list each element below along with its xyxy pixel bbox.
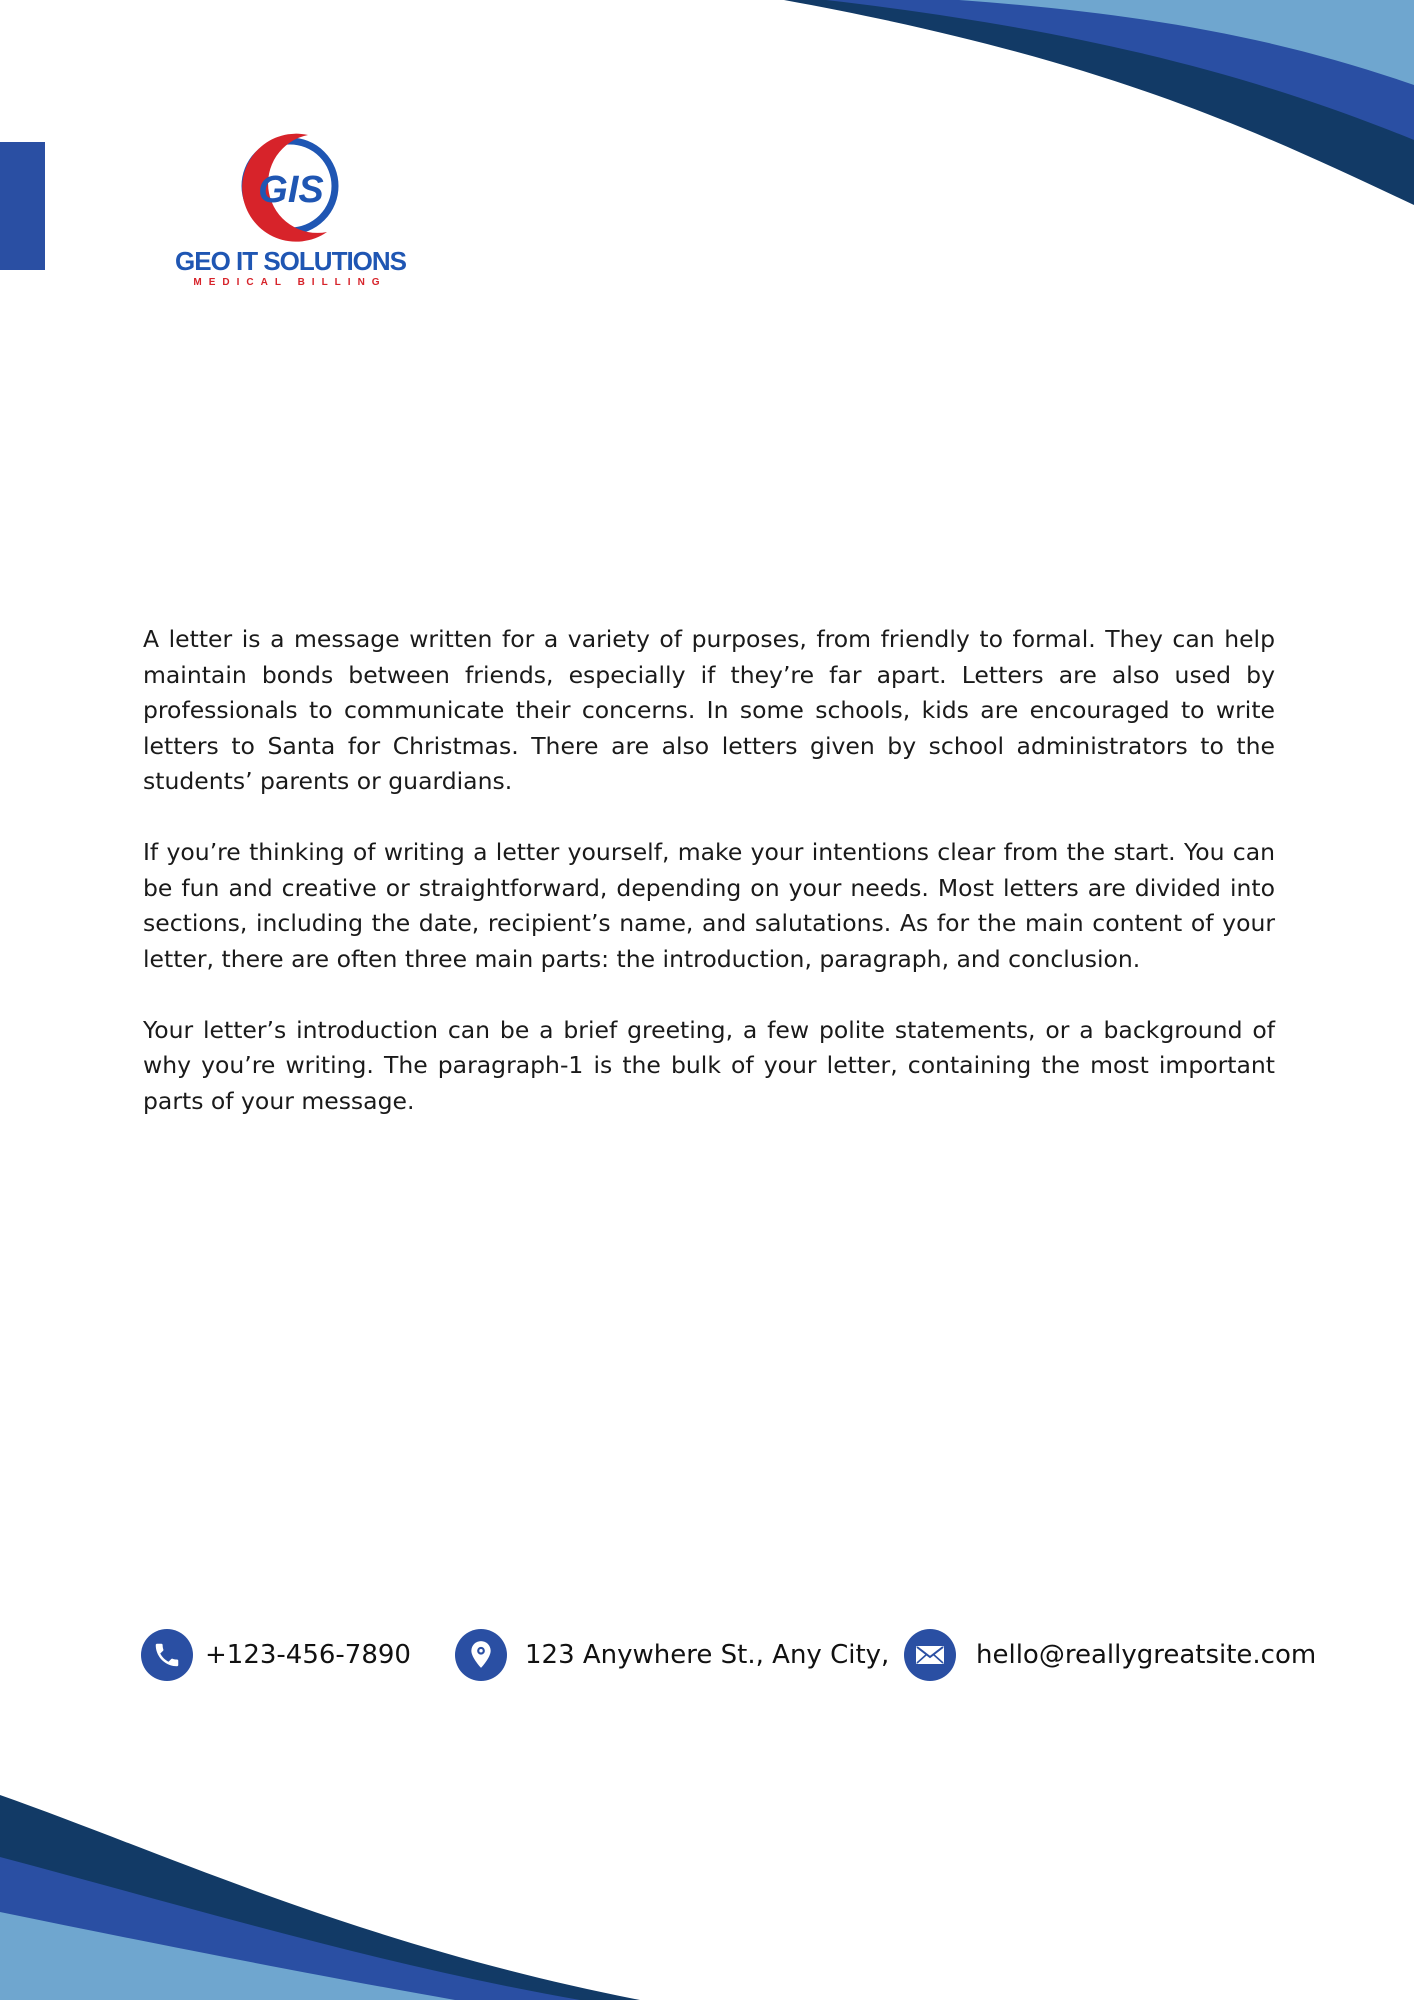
location-pin-icon [455,1629,507,1681]
email-address: hello@reallygreatsite.com [976,1640,1317,1670]
contact-email[interactable] [904,1628,1316,1682]
gis-logo-mark [228,128,352,242]
contact-phone[interactable] [141,1628,411,1682]
contact-address[interactable] [455,1628,889,1682]
bottom-wave-decoration [0,1795,640,2000]
envelope-icon [904,1629,956,1681]
company-logo [175,128,405,298]
company-tagline: MEDICAL BILLING [193,277,387,288]
letter-body [143,622,1275,1155]
letter-paragraph: Your letter’s introduction can be a brief greeting, a few polite statements, or a background of why you’re writing. The paragraph-1 is the bulk of your letter, containing the most important parts of your message. [143,1015,1275,1115]
footer-contacts [0,1628,1414,1682]
logo-mark-text: GIS [258,169,324,211]
address-text: 123 Anywhere St., Any City, [525,1640,890,1670]
left-accent-bar [0,142,45,270]
company-name: GEO IT SOLUTIONS [175,246,407,276]
phone-icon [141,1629,193,1681]
phone-number: +123-456-7890 [205,1640,411,1670]
letter-paragraph: If you’re thinking of writing a letter yourself, make your intentions clear from the start. You can be fun and creative or straightforward, depending on your needs. Most letters are divided into sections, including the date, recipient’s name, and salutations. As for the main content of your letter, there are often three main parts: the introduction, paragraph, and conclusion. [143,838,1275,973]
top-wave-decoration [784,0,1414,205]
letter-paragraph: A letter is a message written for a variety of purposes, from friendly to formal. They can help maintain bonds between friends, especially if they’re far apart. Letters are also used by professionals to communicate their concerns. In some schools, kids are encouraged to write letters to Santa for Christmas. There are also letters given by school administrators to the students’ parents or guardians. [143,625,1275,795]
